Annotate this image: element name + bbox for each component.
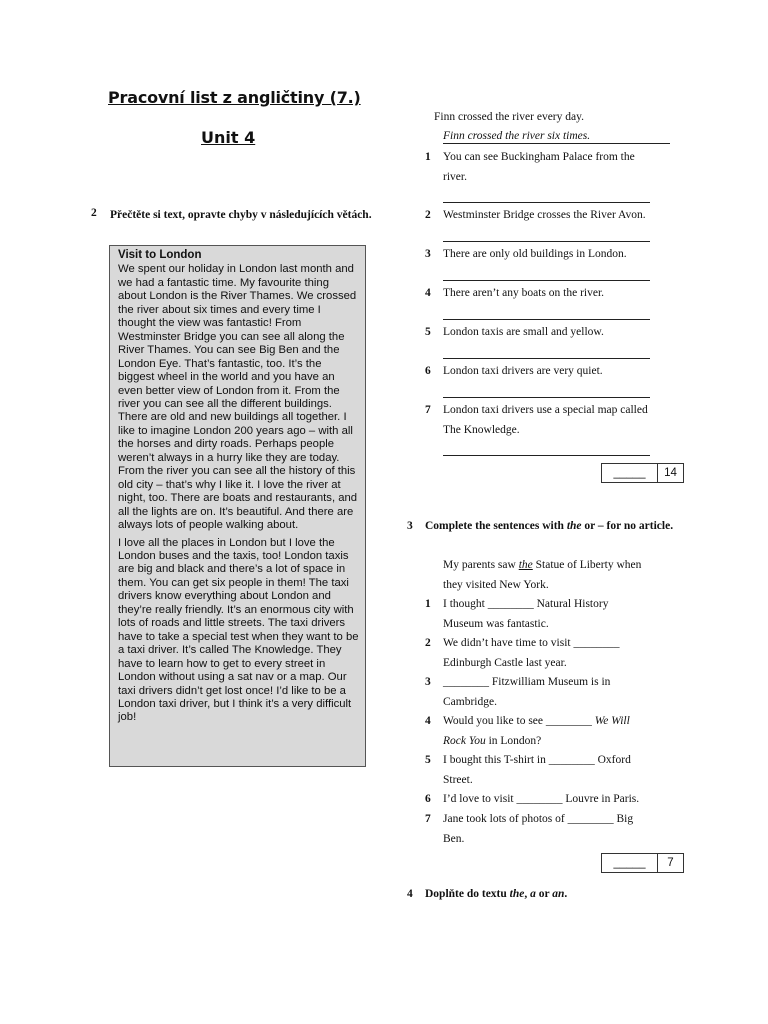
ex3-item-4-text: Would you like to see ________ (443, 715, 595, 727)
answer-line-7[interactable] (443, 455, 650, 456)
ex2-item-5-number: 5 (425, 326, 431, 338)
ex3-example-text-a: My parents saw (443, 559, 519, 571)
ex2-item-1 (443, 148, 683, 187)
ex4-instruction-text: Doplňte do textu (425, 888, 510, 900)
ex2-item-6: London taxi drivers are very quiet. (443, 365, 603, 377)
ex3-score-box (601, 853, 684, 873)
example-sentence: Finn crossed the river every day. (434, 111, 584, 123)
ex3-example-line-1 (443, 556, 683, 576)
ex2-item-1-number: 1 (425, 151, 431, 163)
ex3-item-2 (443, 634, 683, 673)
ex3-item-5-line-2: Street. (443, 773, 473, 786)
exercise-4-number: 4 (407, 888, 413, 900)
ex3-item-4 (443, 712, 683, 751)
ex3-item-4-line-2 (443, 732, 683, 752)
ex3-example-text-b: Statue of Liberty when (532, 559, 642, 571)
ex3-item-7-number: 7 (425, 813, 431, 825)
ex3-item-1-line-2: Museum was fantastic. (443, 617, 549, 630)
answer-line-5[interactable] (443, 358, 650, 359)
ex3-item-7-line-1: Jane took lots of photos of ________ Big (443, 813, 634, 825)
ex3-item-4-line-1 (443, 712, 683, 732)
ex3-item-3-number: 3 (425, 676, 431, 688)
exercise-3-instruction (425, 518, 675, 534)
ex3-item-1 (443, 595, 683, 634)
ex2-item-3-number: 3 (425, 248, 431, 260)
ex2-item-4: There aren’t any boats on the river. (443, 287, 605, 299)
ex3-item-4-title-part-2: Rock You (443, 734, 486, 747)
ex3-item-6-number: 6 (425, 793, 431, 805)
ex2-item-2: Westminster Bridge crosses the River Avon. (443, 209, 646, 221)
ex2-item-2-number: 2 (425, 209, 431, 221)
ex3-item-2-line-1: We didn’t have time to visit ________ (443, 637, 620, 649)
ex3-item-1-line-1: I thought ________ Natural History (443, 598, 609, 610)
ex2-item-7 (443, 401, 683, 440)
page-title: Pracovní list z angličtiny (7.) (108, 88, 361, 107)
reading-paragraph-2: I love all the places in London but I love the London buses and the taxis, too! London taxis are big and black and there’s a lot of space in them. You can get six people in them! The taxi drivers know everything about London and they’re really friendly. It’s an enormous city with lots of roads and little streets. The taxi drivers have to take a special test when they want to be a taxi driver. It’s called The Knowledge. They have to learn how to get to every street in London without using a sat nav or a map. Our taxi drivers didn’t get lost once! I’d like to be a London taxi driver, but I think it’s a very difficult job! (118, 536, 359, 724)
ex2-item-7-line-1: London taxi drivers use a special map called (443, 404, 648, 416)
ex2-item-7-line-2: The Knowledge. (443, 423, 520, 436)
ex3-item-5-number: 5 (425, 754, 431, 766)
ex3-example-line-2: they visited New York. (443, 578, 549, 591)
ex2-item-6-number: 6 (425, 365, 431, 377)
ex3-item-4-number: 4 (425, 715, 431, 727)
reading-title: Visit to London (118, 249, 202, 261)
ex3-example-answer: the (518, 559, 533, 571)
ex3-item-6: I’d love to visit ________ Louvre in Paris. (443, 793, 640, 805)
ex3-item-3-line-1: ________ Fitzwilliam Museum is in (443, 676, 611, 688)
ex2-item-5: London taxis are small and yellow. (443, 326, 604, 338)
ex3-item-2-number: 2 (425, 637, 431, 649)
ex3-item-4-text-end: in London? (485, 734, 542, 747)
ex3-score-points: 7 (667, 857, 674, 869)
ex3-item-5-line-1: I bought this T-shirt in ________ Oxford (443, 754, 631, 766)
exercise-3-number: 3 (407, 520, 413, 532)
answer-line-6[interactable] (443, 397, 650, 398)
ex2-score-box (601, 463, 684, 483)
ex4-comma: , (524, 888, 531, 900)
ex3-item-3-line-2: Cambridge. (443, 695, 497, 708)
exercise-4-instruction (425, 886, 567, 902)
ex4-period: . (564, 888, 568, 900)
answer-line-3[interactable] (443, 280, 650, 281)
answer-line-2[interactable] (443, 241, 650, 242)
ex3-example (443, 556, 683, 595)
answer-line-1[interactable] (443, 202, 650, 203)
ex3-instruction-part-2: or – for no article. (581, 520, 674, 532)
exercise-2-instruction: Přečtěte si text, opravte chyby v následujících větách. (110, 209, 372, 221)
ex3-instruction-part-1: Complete the sentences with (425, 520, 567, 532)
ex2-score-blank[interactable]: _____ (602, 464, 658, 482)
ex2-score-points: 14 (664, 467, 677, 479)
example-answer: Finn crossed the river six times. (443, 130, 591, 142)
ex3-item-5 (443, 751, 683, 790)
ex3-score-blank[interactable]: _____ (602, 854, 658, 872)
ex3-item-2-line-2: Edinburgh Castle last year. (443, 656, 567, 669)
ex4-word-an: an (552, 888, 565, 900)
ex4-or: or (535, 888, 553, 900)
ex2-item-4-number: 4 (425, 287, 431, 299)
exercise-2-number: 2 (91, 207, 97, 219)
reading-text-box (109, 245, 366, 767)
ex3-item-7-line-2: Ben. (443, 832, 465, 845)
ex3-item-4-title-part-1: We Will (594, 715, 630, 727)
answer-line-4[interactable] (443, 319, 650, 320)
ex3-item-1-number: 1 (425, 598, 431, 610)
ex2-item-7-number: 7 (425, 404, 431, 416)
ex3-item-7 (443, 810, 683, 849)
reading-paragraph-1: We spent our holiday in London last month and we had a fantastic time. My favourite thing about London is the River Thames. We crossed the river about six times and every time I thought the view was fantastic! From Westminster Bridge you can see all along the River Thames. You can see Big Ben and the London Eye. That’s fantastic, too. It’s the biggest wheel in the world and you have an even better view of London from it. From the river you can see all the different buildings. There are old and new buildings all together. I like to imagine London 200 years ago – with all the horses and dirty roads. Perhaps people weren’t always in a hurry like they are today. From the river you can see all the history of this old city – that’s why I like it. I love the river at night, too. There are boats and restaurants, and all the lights are on. It’s beautiful. And there are always lots of people walking about. (118, 263, 358, 532)
ex2-item-3: There are only old buildings in London. (443, 248, 627, 260)
ex2-item-1-line-2: river. (443, 170, 467, 183)
ex4-word-a: a (530, 888, 536, 900)
unit-heading: Unit 4 (201, 128, 256, 147)
ex2-item-1-line-1: You can see Buckingham Palace from the (443, 151, 635, 163)
ex4-word-the: the (509, 888, 525, 900)
ex3-instruction-the: the (566, 520, 582, 532)
ex3-item-3 (443, 673, 683, 712)
example-answer-line (443, 127, 670, 144)
